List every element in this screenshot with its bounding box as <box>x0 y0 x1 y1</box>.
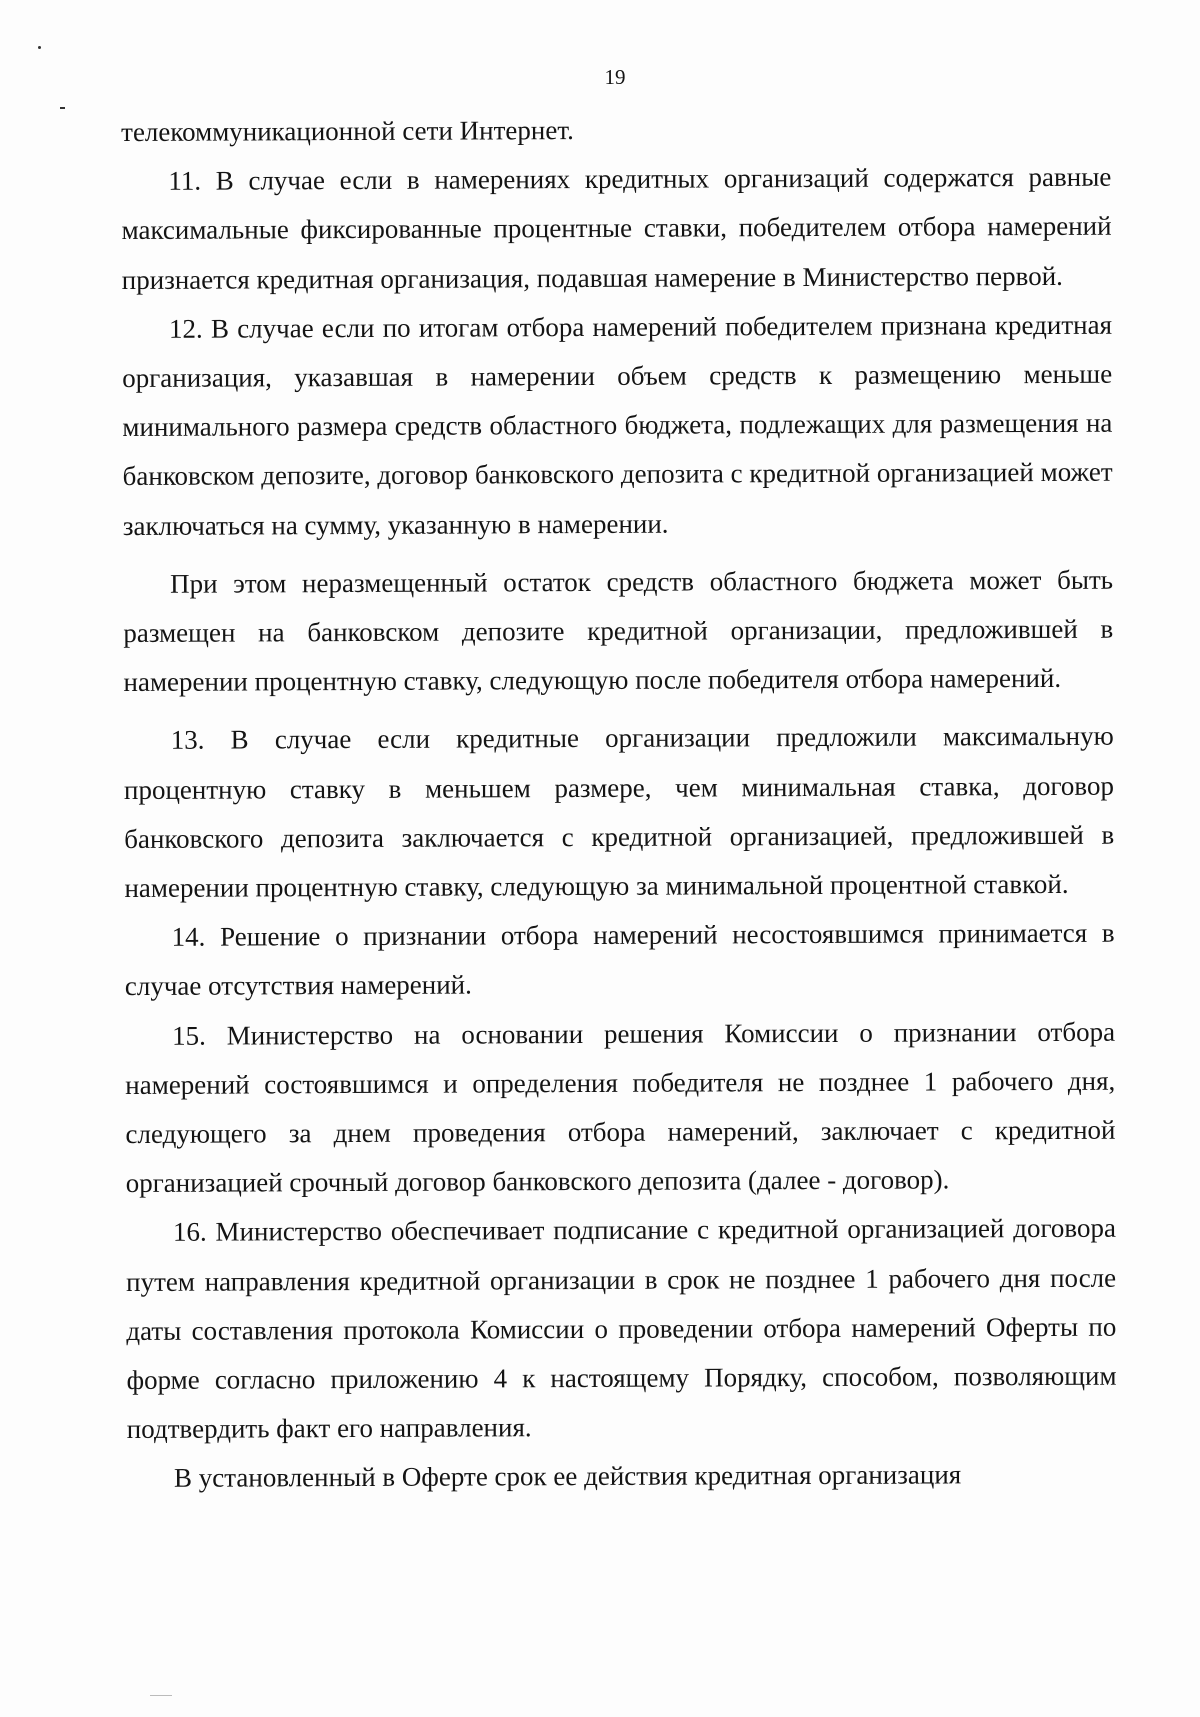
paragraph-15: 15. Министерство на основании решения Комиссии о признании отбора намерений состоявшимся и определения победителя не позднее 1 рабочего дня, следующего за днем проведения отбора намерений, заключает с кредитной организацией срочный договор банковского депозита (далее - договор). <box>125 1016 1116 1199</box>
scan-speck <box>38 46 41 49</box>
paragraph-continuation: телекоммуникационной сети Интернет. <box>121 115 574 147</box>
document-body <box>121 104 1117 1504</box>
paragraph-12-note: При этом неразмещенный остаток средств областного бюджета может быть размещен на банковском депозите кредитной организации, предложившей в намерении процентную ставку, следующую после победителя отбора намерений. <box>123 564 1114 698</box>
paragraph-13: 13. В случае если кредитные организации предложили максимальную процентную ставку в меньшем размере, чем минимальная ставка, договор банковского депозита заключается с кредитной организацией, предложившей в намерении процентную ставку, следующую за минимальной процентной ставкой. <box>123 721 1115 904</box>
paragraph-12: 12. В случае если по итогам отбора намерений победителем признана кредитная организация, указавшая в намерении объем средств к размещению меньше минимального размера средств областного бюджета, подлежащих для размещения на банковском депозите, договор банковского депозита с кредитной организацией может заключаться на сумму, указанную в намерении. <box>122 309 1113 541</box>
paragraph-14: 14. Решение о признании отбора намерений несостоявшимся принимается в случае отсутствия намерений. <box>124 917 1115 1002</box>
scan-speck <box>60 107 65 109</box>
paragraph-11: 11. В случае если в намерениях кредитных организаций содержатся равные максимальные фиксированные процентные ставки, победителем отбора намерений признается кредитная организация, подавшая намерение в Министерство первой. <box>121 161 1112 295</box>
page-number: 19 <box>604 65 626 89</box>
paragraph-16: 16. Министерство обеспечивает подписание с кредитной организацией договора путем направления кредитной организации в срок не позднее 1 рабочего дня после даты составления протокола Комиссии о проведении отбора намерений Оферты по форме согласно приложению 4 к настоящему Порядку, способом, позволяющим подтвердить факт его направления. <box>126 1213 1117 1445</box>
scan-speck <box>150 1695 172 1696</box>
paragraph-16-continuation: В установленный в Оферте срок ее действия кредитная организация <box>173 1459 962 1494</box>
